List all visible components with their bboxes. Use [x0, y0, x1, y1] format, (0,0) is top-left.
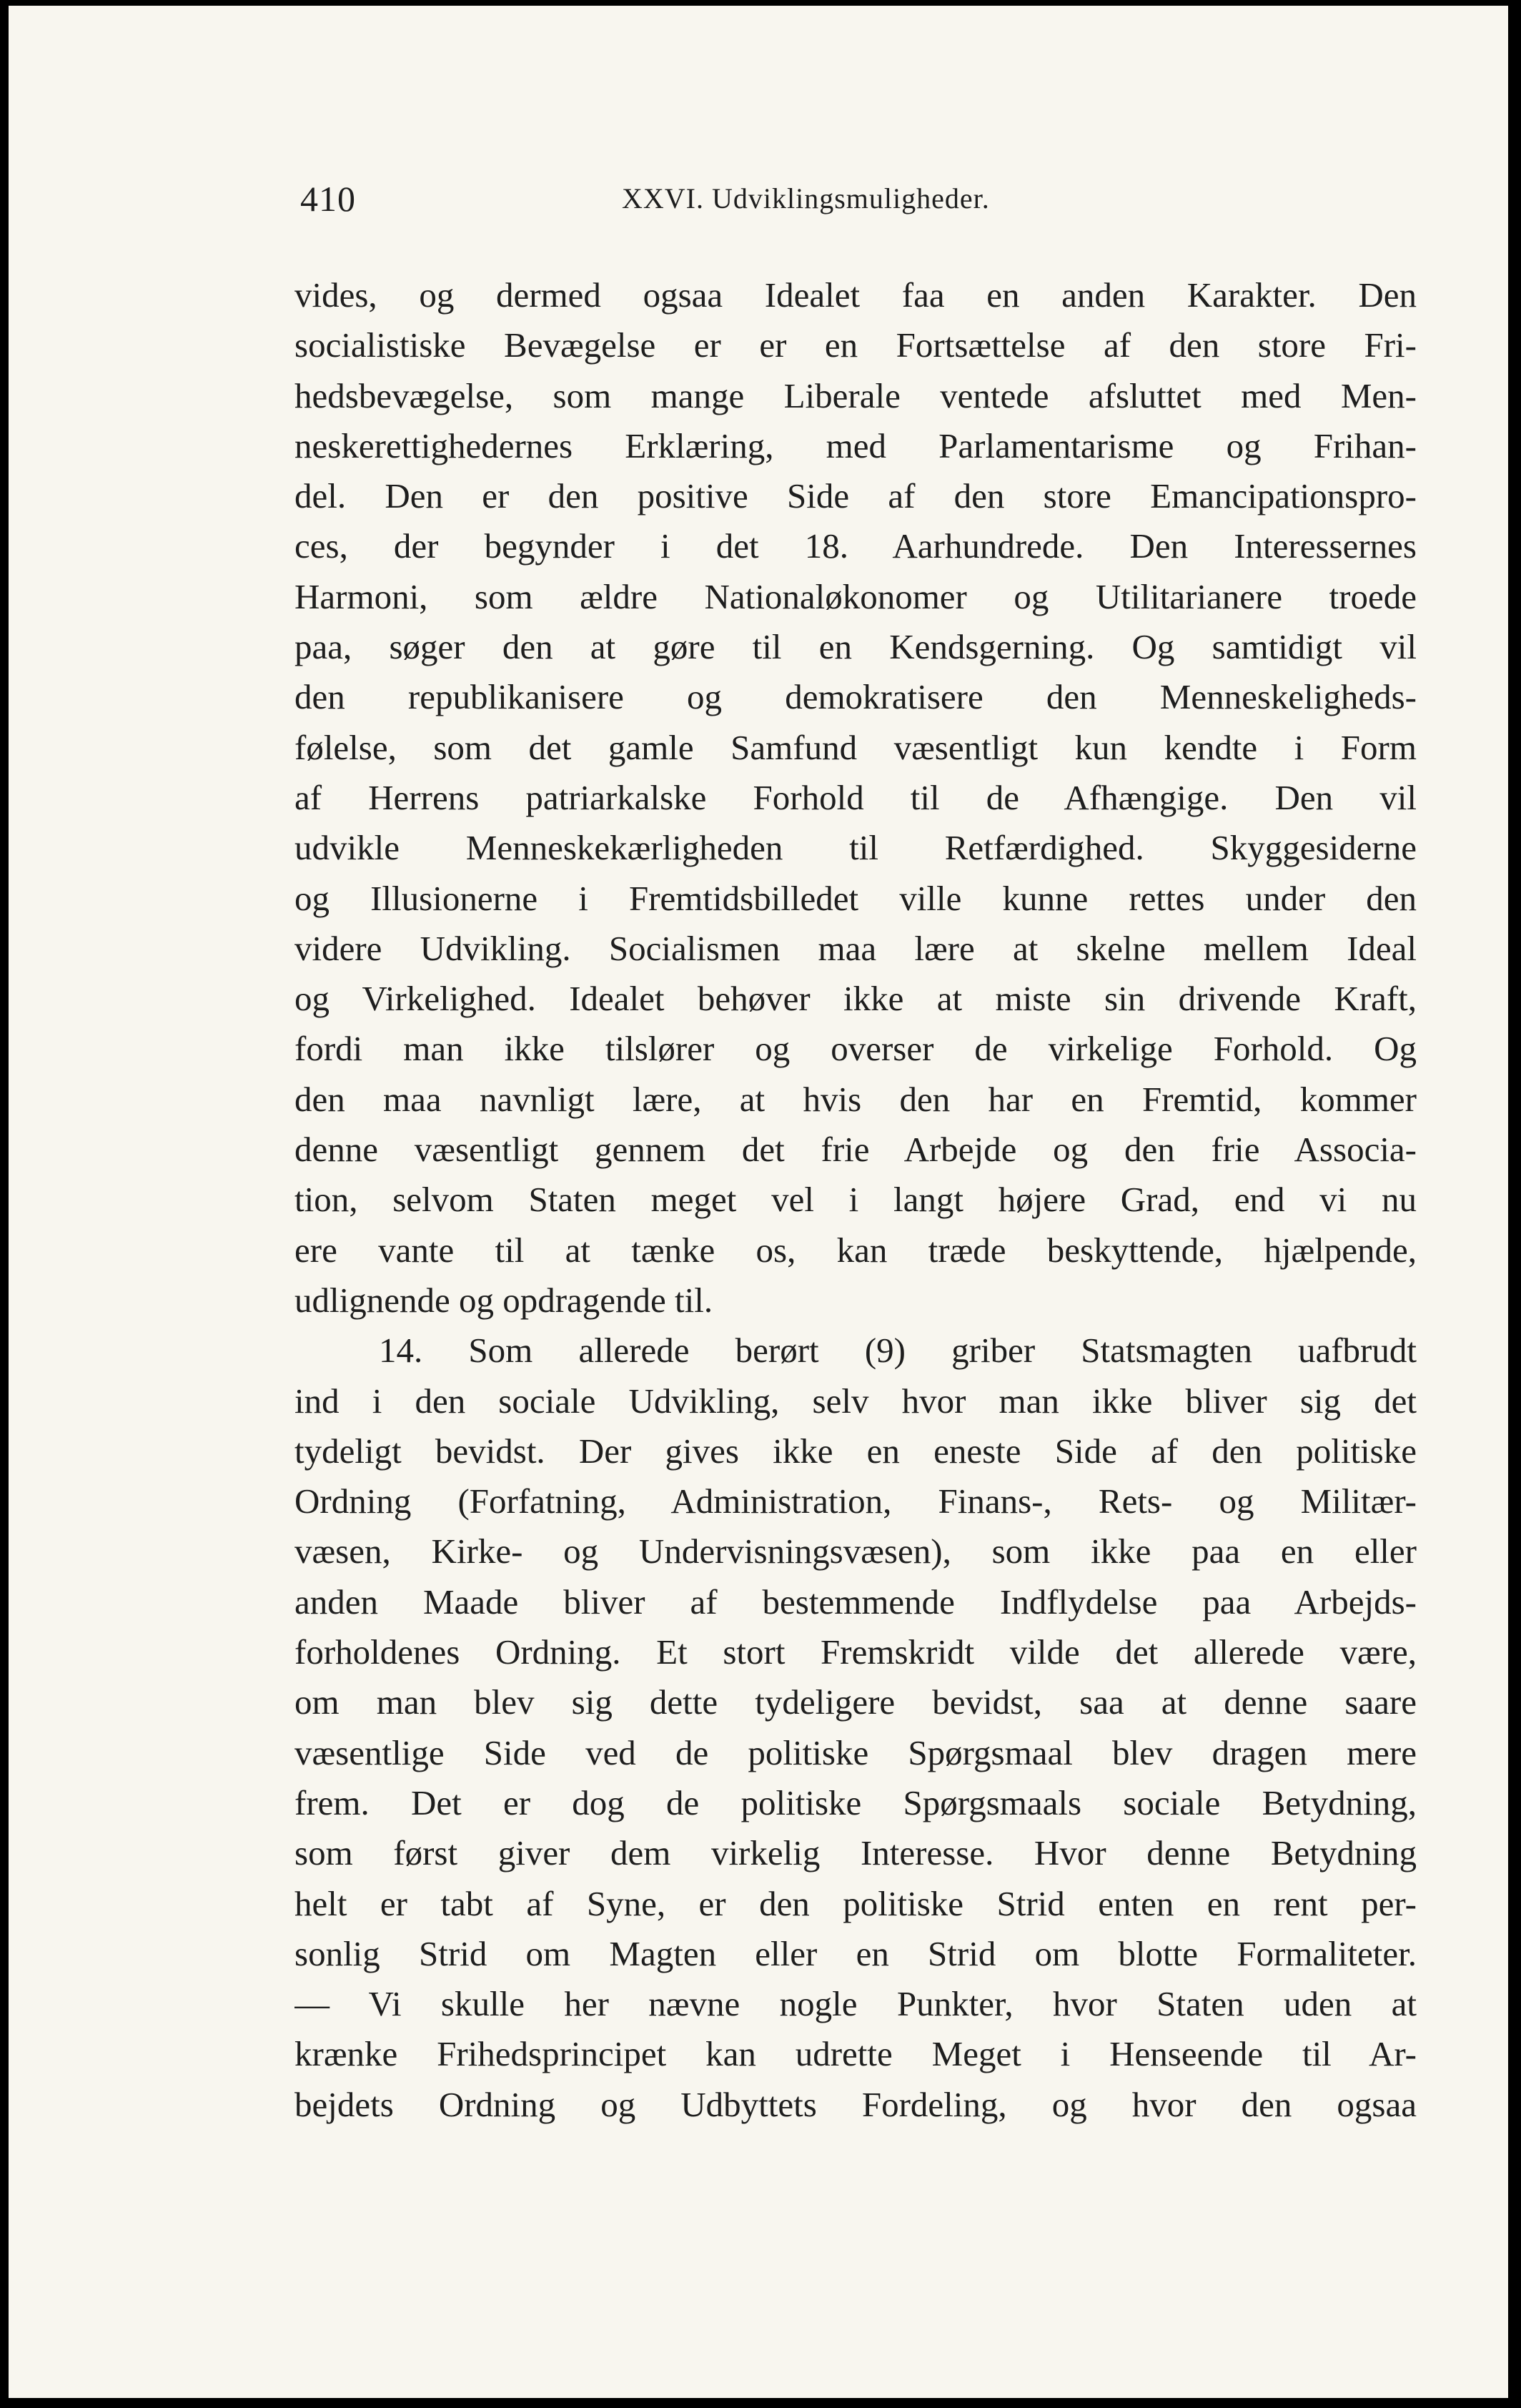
text-line: ere vante til at tænke os, kan træde beskyttende, hjælpende,: [294, 1230, 1417, 1270]
text-line: ces, der begynder i det 18. Aarhundrede. Den Interessernes: [294, 526, 1417, 566]
text-line: den maa navnligt lære, at hvis den har en Fremtid, kommer: [294, 1079, 1417, 1119]
text-line: og Virkelighed. Idealet behøver ikke at miste sin drivende Kraft,: [294, 979, 1417, 1019]
text-line: og Illusionerne i Fremtidsbilledet ville kunne rettes under den: [294, 878, 1417, 918]
text-line: forholdenes Ordning. Et stort Fremskridt vilde det allerede være,: [294, 1632, 1417, 1672]
text-line: helt er tabt af Syne, er den politiske Strid enten en rent per-: [294, 1883, 1417, 1923]
text-line: socialistiske Bevægelse er er en Fortsættelse af den store Fri-: [294, 325, 1417, 365]
text-line: — Vi skulle her nævne nogle Punkter, hvor Staten uden at: [294, 1984, 1417, 2024]
text-line: den republikanisere og demokratisere den Menneskeligheds-: [294, 677, 1417, 717]
text-line: ind i den sociale Udvikling, selv hvor man ikke bliver sig det: [294, 1381, 1417, 1421]
text-line: væsentlige Side ved de politiske Spørgsmaal blev dragen mere: [294, 1732, 1417, 1772]
text-line: følelse, som det gamle Samfund væsentligt kun kendte i Form: [294, 727, 1417, 767]
text-line: Ordning (Forfatning, Administration, Finans-, Rets- og Militær-: [294, 1481, 1417, 1521]
text-line: vides, og dermed ogsaa Idealet faa en anden Karakter. Den: [294, 275, 1417, 315]
text-line: del. Den er den positive Side af den store Emancipationspro-: [294, 476, 1417, 516]
text-line: om man blev sig dette tydeligere bevidst, saa at denne saare: [294, 1682, 1417, 1722]
text-line: denne væsentligt gennem det frie Arbejde og den frie Associa-: [294, 1130, 1417, 1170]
text-line: som først giver dem virkelig Interesse. Hvor denne Betydning: [294, 1833, 1417, 1873]
paragraph-last-line: udlignende og opdragende til.: [294, 1280, 713, 1320]
text-line: sonlig Strid om Magten eller en Strid om blotte Formaliteter.: [294, 1933, 1417, 1973]
text-line: væsen, Kirke- og Undervisningsvæsen), som ikke paa en eller: [294, 1531, 1417, 1571]
text-line: videre Udvikling. Socialismen maa lære at skelne mellem Ideal: [294, 928, 1417, 968]
text-line: krænke Frihedsprincipet kan udrette Meget i Henseende til Ar-: [294, 2034, 1417, 2074]
body-text: [294, 270, 1417, 2130]
book-page: [9, 6, 1508, 2398]
text-line: frem. Det er dog de politiske Spørgsmaals sociale Betydning,: [294, 1782, 1417, 1822]
page-number: 410: [300, 179, 356, 219]
text-line: neskerettighedernes Erklæring, med Parlamentarisme og Frihan-: [294, 425, 1417, 465]
running-head: [300, 177, 1415, 220]
chapter-title: XXVI. Udviklingsmuligheder.: [622, 182, 990, 214]
text-line: Harmoni, som ældre Nationaløkonomer og Utilitarianere troede: [294, 576, 1417, 616]
text-line: tion, selvom Staten meget vel i langt højere Grad, end vi nu: [294, 1180, 1417, 1220]
text-line: paa, søger den at gøre til en Kendsgerning. Og samtidigt vil: [294, 627, 1417, 667]
text-line: af Herrens patriarkalske Forhold til de Afhængige. Den vil: [294, 777, 1417, 817]
paragraph-first-line: 14. Som allerede berørt (9) griber Statsmagten uafbrudt: [379, 1331, 1417, 1371]
text-line: anden Maade bliver af bestemmende Indflydelse paa Arbejds-: [294, 1582, 1417, 1622]
text-line: udvikle Menneskekærligheden til Retfærdighed. Skyggesiderne: [294, 828, 1417, 868]
text-line: bejdets Ordning og Udbyttets Fordeling, og hvor den ogsaa: [294, 2084, 1417, 2124]
text-line: tydeligt bevidst. Der gives ikke en eneste Side af den politiske: [294, 1431, 1417, 1471]
text-line: hedsbevægelse, som mange Liberale ventede afsluttet med Men-: [294, 375, 1417, 415]
text-line: fordi man ikke tilslører og overser de virkelige Forhold. Og: [294, 1029, 1417, 1069]
